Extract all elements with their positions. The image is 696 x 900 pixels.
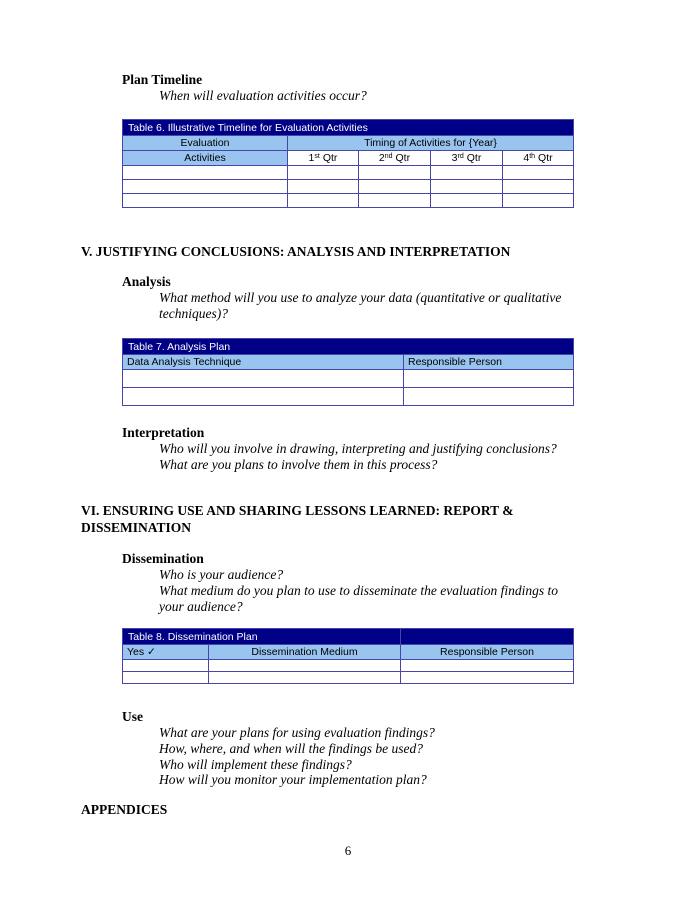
empty-cell xyxy=(209,672,401,684)
qtr-number: 3 xyxy=(451,152,458,164)
table-8-col3-header: Responsible Person xyxy=(401,645,574,660)
empty-cell xyxy=(288,194,359,208)
interpretation-question: What are you plans to involve them in this process? xyxy=(159,456,438,472)
empty-cell xyxy=(431,180,503,194)
empty-cell xyxy=(404,370,574,388)
qtr-number: 4 xyxy=(523,152,530,164)
qtr-ordinal: nd xyxy=(384,153,393,160)
table-row xyxy=(123,388,574,406)
empty-cell xyxy=(359,166,431,180)
interpretation-questions xyxy=(159,441,557,473)
empty-cell xyxy=(503,194,574,208)
table-row xyxy=(123,166,574,180)
empty-cell xyxy=(123,672,209,684)
qtr-ordinal: th xyxy=(529,153,536,160)
qtr-word: Qtr xyxy=(322,152,338,164)
table-row xyxy=(123,180,574,194)
table-row xyxy=(123,194,574,208)
analysis-question: What method will you use to analyze your data (quantitative or qualitative techniques)? xyxy=(159,290,562,321)
table-row xyxy=(123,370,574,388)
use-heading: Use xyxy=(122,709,143,724)
use-question: Who will implement these findings? xyxy=(159,756,352,772)
table-8-col1-header: Yes ✓ xyxy=(123,645,209,660)
section-vi-heading: VI. ENSURING USE AND SHARING LESSONS LEARNED: REPORT & DISSEMINATION xyxy=(81,503,514,535)
table-6-col1-header-line2: Activities xyxy=(123,151,288,166)
interpretation-heading: Interpretation xyxy=(122,425,205,440)
table-6-group-header: Timing of Activities for {Year} xyxy=(288,136,574,151)
table-6-qtr1-header xyxy=(288,151,359,166)
dissemination-question: Who is your audience? xyxy=(159,567,284,582)
appendices-heading: APPENDICES xyxy=(81,802,168,817)
empty-cell xyxy=(404,388,574,406)
qtr-word: Qtr xyxy=(538,152,553,164)
empty-cell xyxy=(431,194,503,208)
table-6-qtr4-header xyxy=(503,151,574,166)
page-number: 6 xyxy=(344,843,352,858)
empty-cell xyxy=(401,660,574,672)
empty-cell xyxy=(123,388,404,406)
use-question: What are your plans for using evaluation findings? xyxy=(159,725,435,740)
table-row xyxy=(123,672,574,684)
empty-cell xyxy=(123,166,288,180)
plan-timeline-question: When will evaluation activities occur? xyxy=(159,88,367,103)
table-6-col1-header-line1: Evaluation xyxy=(123,136,288,151)
empty-cell xyxy=(123,370,404,388)
empty-cell xyxy=(503,180,574,194)
table-7-title: Table 7. Analysis Plan xyxy=(123,339,574,355)
dissemination-questions xyxy=(159,567,581,614)
use-question: How, where, and when will the findings be used? xyxy=(159,740,423,756)
table-8-title-spacer xyxy=(401,629,574,645)
table-7-analysis-plan xyxy=(122,338,574,406)
empty-cell xyxy=(431,166,503,180)
table-6-timeline xyxy=(122,119,574,208)
qtr-ordinal: rd xyxy=(457,153,464,160)
table-6-qtr3-header xyxy=(431,151,503,166)
use-questions xyxy=(159,725,435,788)
qtr-ordinal: st xyxy=(314,153,320,160)
table-7-col1-header: Data Analysis Technique xyxy=(123,355,404,370)
empty-cell xyxy=(123,194,288,208)
qtr-number: 1 xyxy=(308,152,315,164)
empty-cell xyxy=(359,194,431,208)
empty-cell xyxy=(288,166,359,180)
table-8-dissemination-plan xyxy=(122,628,574,684)
empty-cell xyxy=(123,660,209,672)
plan-timeline-heading: Plan Timeline xyxy=(122,72,203,87)
table-8-title: Table 8. Dissemination Plan xyxy=(123,629,401,645)
dissemination-heading: Dissemination xyxy=(122,551,204,566)
empty-cell xyxy=(359,180,431,194)
dissemination-question: What medium do you plan to use to disseminate the evaluation findings to your audience? xyxy=(159,582,558,614)
interpretation-question: Who will you involve in drawing, interpreting and justifying conclusions? xyxy=(159,441,557,456)
qtr-word: Qtr xyxy=(395,152,411,164)
qtr-number: 2 xyxy=(378,152,385,164)
qtr-word: Qtr xyxy=(466,152,482,164)
empty-cell xyxy=(123,180,288,194)
empty-cell xyxy=(209,660,401,672)
section-v-heading: V. JUSTIFYING CONCLUSIONS: ANALYSIS AND INTERPRETATION xyxy=(81,244,511,259)
analysis-heading: Analysis xyxy=(122,274,171,289)
table-6-qtr2-header xyxy=(359,151,431,166)
empty-cell xyxy=(503,166,574,180)
table-6-title: Table 6. Illustrative Timeline for Evaluation Activities xyxy=(123,120,574,136)
empty-cell xyxy=(401,672,574,684)
empty-cell xyxy=(288,180,359,194)
use-question: How will you monitor your implementation plan? xyxy=(159,772,427,788)
table-8-col2-header: Dissemination Medium xyxy=(209,645,401,660)
table-7-col2-header: Responsible Person xyxy=(404,355,574,370)
table-row xyxy=(123,660,574,672)
